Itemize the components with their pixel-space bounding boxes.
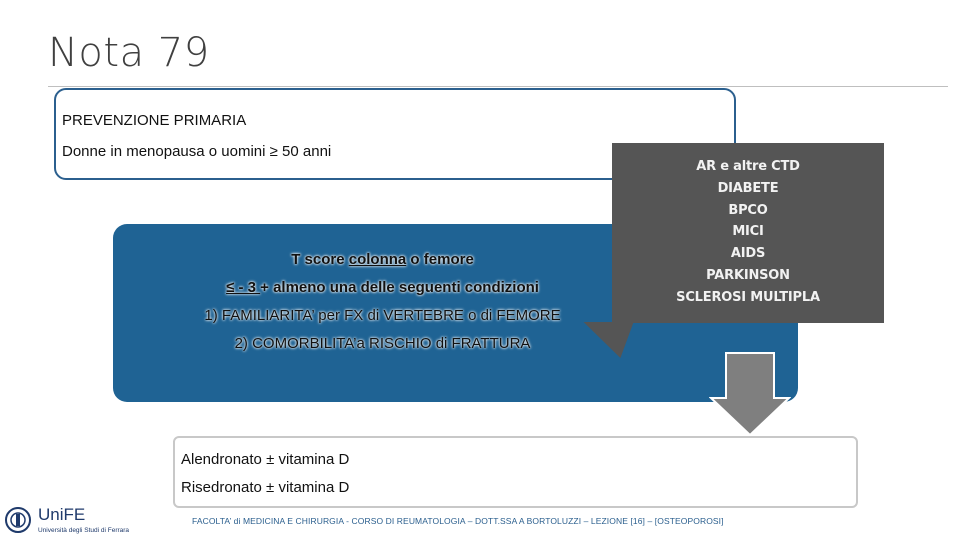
comorbidity-item: PARKINSON <box>706 267 790 283</box>
treatment-alendronato: Alendronato ± vitamina D <box>181 451 350 468</box>
primary-prevention-heading: PREVENZIONE PRIMARIA <box>62 112 247 129</box>
criteria-tscore-label: T score <box>291 251 349 268</box>
comorbidity-item: SCLEROSI MULTIPLA <box>676 289 820 305</box>
comorbidity-item: AR e altre CTD <box>696 159 800 174</box>
criteria-condition: + almeno una delle seguenti condizioni <box>260 279 539 296</box>
comorbidity-item: BPCO <box>728 202 768 218</box>
down-arrow-icon <box>709 352 791 436</box>
footer-text: FACOLTA’ di MEDICINA E CHIRURGIA - CORSO DI REUMATOLOGIA – DOTT.SSA A BORTOLUZZI – LEZIONE [16] – [OSTEOPOROSI] <box>192 516 724 526</box>
criteria-line-1 <box>150 246 615 274</box>
logo-subtitle: Università degli Studi di Ferrara <box>38 527 130 534</box>
comorbidity-item: DIABETE <box>717 180 779 196</box>
title-divider <box>48 86 948 87</box>
criteria-threshold: ≤ - 3 <box>226 279 261 296</box>
treatment-box <box>173 436 858 508</box>
comorbidity-item: AIDS <box>730 246 766 262</box>
comorbidity-item: MICI <box>732 224 764 240</box>
criteria-line-2 <box>150 274 615 302</box>
target-population-text: Donne in menopausa o uomini ≥ 50 anni <box>62 143 332 160</box>
university-logo <box>0 500 150 540</box>
comorbidity-list <box>612 156 884 309</box>
criteria-comorbidity: 2) COMORBILITA’a RISCHIO di FRATTURA <box>234 335 531 352</box>
criteria-familiarity: 1) FAMILIARITA’ per FX di VERTEBRE o di FEMORE <box>204 307 561 324</box>
criteria-femore: o femore <box>406 251 474 268</box>
slide-title: Nota 79 <box>48 30 210 76</box>
logo-name: UniFE <box>38 505 86 524</box>
criteria-text <box>150 246 615 358</box>
university-seal-icon <box>4 504 32 536</box>
criteria-colonna: colonna <box>348 251 407 268</box>
treatment-risedronato: Risedronato ± vitamina D <box>181 479 350 496</box>
